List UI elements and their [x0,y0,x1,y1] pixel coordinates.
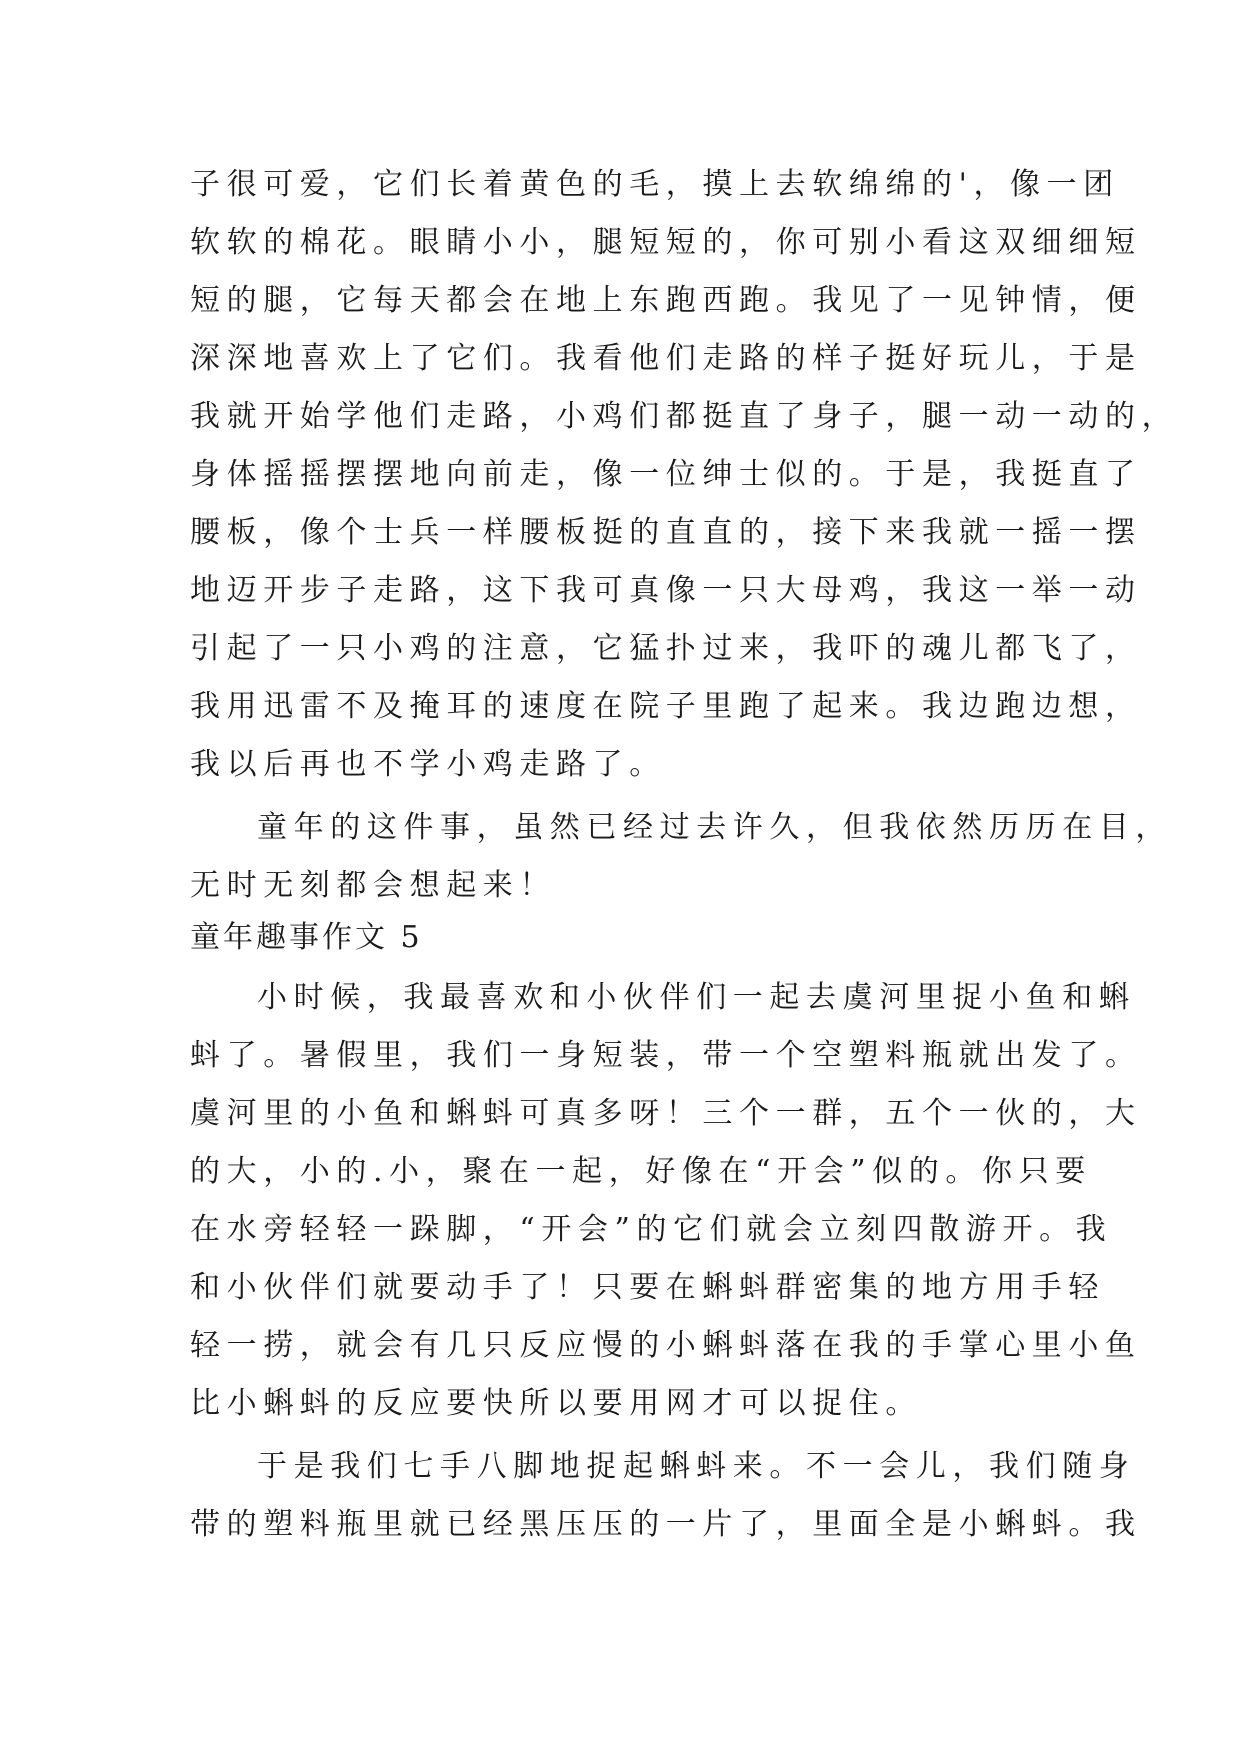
text-line: 蚪了。暑假里，我们一身短装，带一个空塑料瓶就出发了。 [190,1038,1142,1073]
text-line: 于是我们七手八脚地捉起蝌蚪来。不一会儿，我们随身 [257,1449,1136,1484]
section-heading: 童年趣事作文 5 [190,920,423,955]
text-line: 我用迅雷不及掩耳的速度在院子里跑了起来。我边跑边想， [190,689,1142,724]
text-line: 深深地喜欢上了它们。我看他们走路的样子挺好玩儿，于是 [190,341,1142,376]
text-line: 轻一捞，就会有几只反应慢的小蝌蚪落在我的手掌心里小鱼 [190,1328,1142,1363]
text-line: 地迈开步子走路，这下我可真像一只大母鸡，我这一举一动 [190,573,1142,608]
text-line: 无时无刻都会想起来！ [190,868,556,903]
text-line: 在水旁轻轻一跺脚，“开会”的它们就会立刻四散游开。我 [190,1212,1113,1247]
text-line: 我以后再也不学小鸡走路了。 [190,747,666,782]
text-line: 引起了一只小鸡的注意，它猛扑过来，我吓的魂儿都飞了， [190,631,1142,666]
text-line: 我就开始学他们走路，小鸡们都挺直了身子，腿一动一动的， [190,399,1179,434]
text-line: 虞河里的小鱼和蝌蚪可真多呀！三个一群，五个一伙的，大 [190,1096,1142,1131]
text-line: 身体摇摇摆摆地向前走，像一位绅士似的。于是，我挺直了 [190,457,1142,492]
text-line: 和小伙伴们就要动手了！只要在蝌蚪群密集的地方用手轻 [190,1270,1105,1305]
text-line: 的大，小的.小，聚在一起，好像在“开会”似的。你只要 [190,1154,1092,1189]
text-line: 比小蝌蚪的反应要快所以要用网才可以捉住。 [190,1386,922,1421]
text-line: 小时候，我最喜欢和小伙伴们一起去虞河里捉小鱼和蝌 [257,980,1136,1015]
text-line: 软软的棉花。眼睛小小，腿短短的，你可别小看这双细细短 [190,225,1142,260]
text-line: 腰板，像个士兵一样腰板挺的直直的，接下来我就一摇一摆 [190,515,1142,550]
text-line: 带的塑料瓶里就已经黑压压的一片了，里面全是小蝌蚪。我 [190,1507,1142,1542]
text-line: 童年的这件事，虽然已经过去许久，但我依然历历在目， [257,810,1172,845]
text-line: 短的腿，它每天都会在地上东跑西跑。我见了一见钟情，便 [190,283,1142,318]
text-line: 子很可爱，它们长着黄色的毛，摸上去软绵绵的'，像一团 [190,167,1120,202]
